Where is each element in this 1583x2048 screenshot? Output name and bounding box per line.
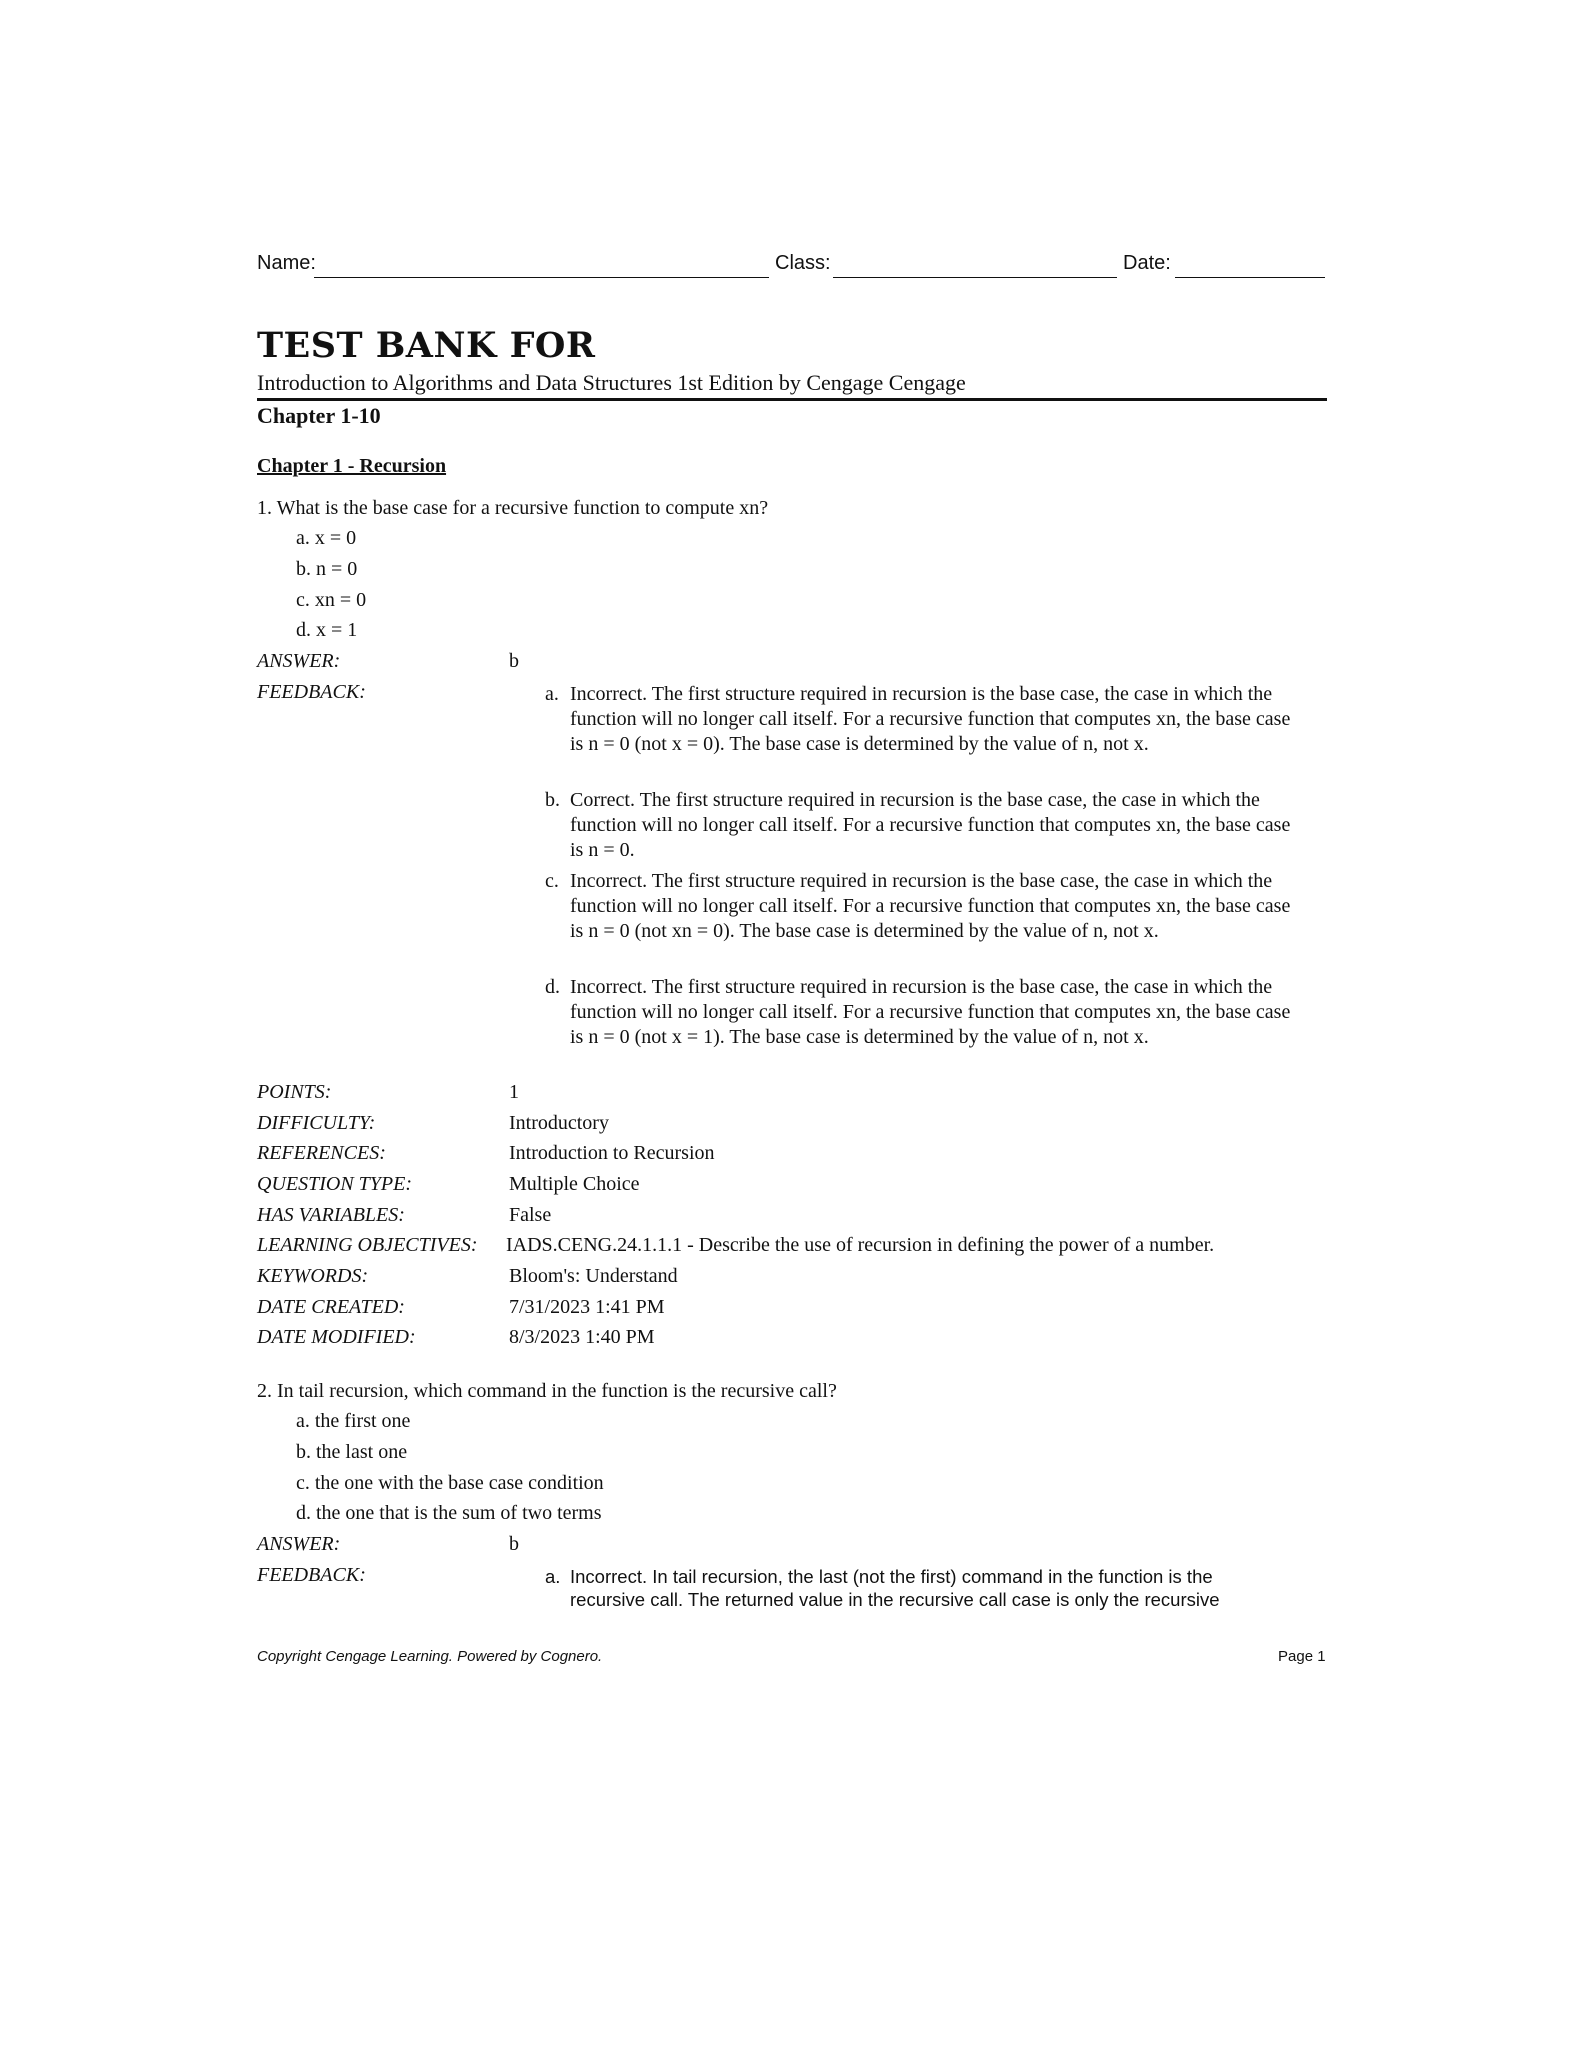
q2-option-d: d. the one that is the sum of two terms [296,1502,602,1524]
q1-question-type-value: Multiple Choice [509,1173,640,1195]
feedback-text: Incorrect. The first structure required in recursion is the base case, the case in which the function will no longer call itself. For a recursive function that computes xn, the base case is n = 0 (not x = 1). The base case is determined by the value of n, not x. [570,976,1291,1048]
feedback-letter: c. [545,870,559,892]
q1-keywords-label: KEYWORDS: [257,1265,369,1287]
q1-keywords-value: Bloom's: Understand [509,1265,678,1287]
q1-question-type-label: QUESTION TYPE: [257,1173,413,1195]
q1-answer-value: b [509,650,519,672]
q2-feedback-label: FEEDBACK: [257,1564,366,1586]
feedback-letter: a. [545,683,559,705]
feedback-text: Incorrect. The first structure required in recursion is the base case, the case in which the function will no longer call itself. For a recursive function that computes xn, the base case is n = 0 (not xn = 0). The base case is determined by the value of n, not x. [570,870,1291,942]
q1-feedback-b [545,788,1295,862]
q1-feedback-label: FEEDBACK: [257,681,366,703]
q1-date-created-value: 7/31/2023 1:41 PM [509,1296,665,1318]
date-label: Date: [1123,252,1171,274]
q1-difficulty-label: DIFFICULTY: [257,1112,376,1134]
q2-answer-label: ANSWER: [257,1533,341,1555]
q1-feedback-a [545,682,1295,756]
q1-answer-label: ANSWER: [257,650,341,672]
q2-option-c: c. the one with the base case condition [296,1472,604,1494]
feedback-text: Incorrect. The first structure required in recursion is the base case, the case in which the function will no longer call itself. For a recursive function that computes xn, the base case is n = 0 (not x = 0). The base case is determined by the value of n, not x. [570,683,1291,755]
chapter-heading: Chapter 1 - Recursion [257,455,447,477]
name-field-line [314,277,769,278]
q1-date-created-label: DATE CREATED: [257,1296,405,1318]
class-field-line [833,277,1117,278]
class-label: Class: [775,252,831,274]
date-field-line [1175,277,1325,278]
q2-option-a: a. the first one [296,1410,411,1432]
q1-learning-objectives-label: LEARNING OBJECTIVES: [257,1234,478,1256]
q1-points-label: POINTS: [257,1081,332,1103]
q2-feedback-a [545,1566,1265,1611]
feedback-letter: b. [545,789,560,811]
q2-option-b: b. the last one [296,1441,408,1463]
footer-page-number: Page 1 [1278,1648,1326,1665]
document-subtitle: Introduction to Algorithms and Data Structures 1st Edition by Cengage Cengage [257,370,1327,401]
footer-copyright: Copyright Cengage Learning. Powered by Cognero. [257,1648,603,1665]
q1-feedback-c [545,869,1295,943]
q2-answer-value: b [509,1533,519,1555]
q1-feedback-d [545,975,1295,1049]
q1-date-modified-value: 8/3/2023 1:40 PM [509,1326,655,1348]
q1-option-a: a. x = 0 [296,527,357,549]
q1-option-d: d. x = 1 [296,619,358,641]
q1-difficulty-value: Introductory [509,1112,609,1134]
q1-has-variables-label: HAS VARIABLES: [257,1204,405,1226]
q1-points-value: 1 [509,1081,519,1103]
feedback-text: Incorrect. In tail recursion, the last (not the first) command in the function is the recursive call. The returned value in the recursive call case is only the recursive [570,1566,1220,1610]
q1-date-modified-label: DATE MODIFIED: [257,1326,416,1348]
student-info-header [257,252,1325,282]
chapter-range: Chapter 1-10 [257,403,381,428]
document-title: TEST BANK FOR [257,325,596,366]
q1-option-c: c. xn = 0 [296,589,367,611]
feedback-letter: a. [545,1566,561,1587]
feedback-text: Correct. The first structure required in recursion is the base case, the case in which the function will no longer call itself. For a recursive function that computes xn, the base case is n = 0. [570,789,1291,861]
feedback-letter: d. [545,976,560,998]
q1-has-variables-value: False [509,1204,552,1226]
q1-option-b: b. n = 0 [296,558,358,580]
q1-references-value: Introduction to Recursion [509,1142,715,1164]
q1-references-label: REFERENCES: [257,1142,386,1164]
name-label: Name: [257,252,316,274]
question-1-text: 1. What is the base case for a recursive function to compute xn? [257,497,769,519]
q1-learning-objectives-value: IADS.CENG.24.1.1.1 - Describe the use of recursion in defining the power of a number. [506,1234,1215,1256]
question-2-text: 2. In tail recursion, which command in the function is the recursive call? [257,1380,837,1402]
